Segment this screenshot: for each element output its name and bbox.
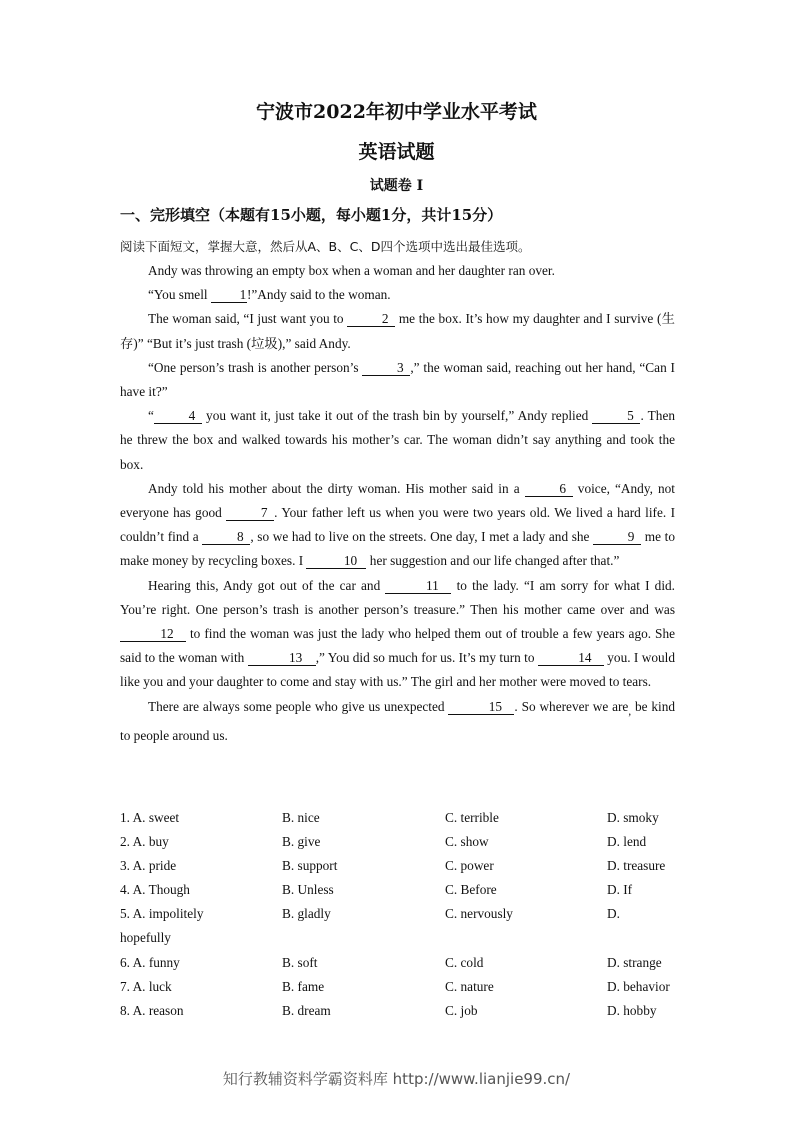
option: C. nervously [445, 906, 513, 922]
option: D. treasure [607, 858, 666, 874]
option: D. strange [607, 954, 662, 970]
option: C. job [445, 1002, 478, 1018]
text: . So wherever we are [514, 698, 629, 714]
text: Hearing this, Andy got out of the car and [148, 577, 386, 593]
exam-title: 宁波市2022年初中学业水平考试 [256, 101, 537, 123]
text: !”Andy said to the woman. [246, 287, 391, 303]
option: C. show [445, 834, 489, 850]
paragraph-6 [120, 477, 675, 574]
option-row-2 [120, 830, 680, 854]
option: B. dream [282, 1002, 331, 1018]
option: C. nature [445, 978, 494, 994]
blank-4: 4 [154, 409, 202, 424]
text: to find the woman was just the lady who helped them out of trouble a few years ago. She said to the woman with [120, 626, 675, 666]
option-row-7 [120, 975, 680, 999]
option: 2. A. buy [120, 834, 169, 850]
option: D. lend [607, 834, 647, 850]
paragraph-3 [120, 307, 675, 355]
option: 1. A. sweet [120, 810, 180, 825]
option: B. support [282, 858, 338, 874]
section-instruction: 阅读下面短文，掌握大意，然后从A、B、C、D四个选项中选出最佳选项。 [120, 239, 531, 254]
blank-15: 15 [448, 700, 514, 715]
blank-3: 3 [362, 361, 410, 376]
option: B. gladly [282, 906, 331, 922]
text: her suggestion and our life changed after that.” [366, 553, 620, 569]
text: voice, “Andy, not everyone has good [120, 480, 675, 521]
option: D. [607, 906, 620, 922]
option-row-4 [120, 878, 680, 902]
option: 5. A. impolitely [120, 906, 204, 922]
option: D. smoky [607, 810, 659, 825]
text: There are always some people who give us unexpected [148, 698, 449, 714]
option: 7. A. luck [120, 978, 172, 994]
text: you want it, just take it out of the trash bin by yourself,” Andy replied [201, 408, 593, 424]
blank-7: 7 [226, 506, 274, 521]
option: B. nice [282, 810, 320, 825]
option: 3. A. pride [120, 858, 177, 874]
text: “ [148, 408, 154, 424]
footer-watermark: 知行教辅资料学霸资料库 http://www.lianjie99.cn/ [222, 1070, 571, 1088]
paragraph-1: Andy was throwing an empty box when a woman and her daughter ran over. [148, 263, 555, 278]
option: C. terrible [445, 810, 499, 825]
section-heading: 一、完形填空（本题有15小题，每小题1分，共计15分） [120, 206, 503, 224]
option: B. give [282, 834, 321, 850]
paragraph-8 [120, 695, 675, 748]
option: 4. A. Though [120, 882, 190, 898]
text: to the lady. “I am sorry for what I did. You’re right. One person’s trash is another person’s treasure.” Then his mother came over and was [120, 577, 675, 617]
blank-2: 2 [347, 312, 395, 327]
paper-label: 试题卷 I [369, 178, 424, 194]
option: B. Unless [282, 882, 334, 898]
option-row-1 [120, 806, 680, 830]
text: . Then he threw the box and walked towards his mother’s car. The woman didn’t say anything and took the box. [120, 408, 676, 472]
text: . Your father left us when you were two years old. We lived a hard life. I couldn’t find a [120, 505, 676, 545]
text: The woman said, “I just want you to [148, 311, 348, 327]
exam-subtitle: 英语试题 [358, 141, 435, 163]
blank-14: 14 [538, 651, 604, 666]
option: C. Before [445, 882, 497, 898]
option: 6. A. funny [120, 954, 180, 970]
option-row-5 [120, 902, 680, 926]
blank-5: 5 [592, 409, 640, 424]
text: “You smell [148, 287, 211, 303]
option: 8. A. reason [120, 1002, 184, 1018]
blank-13: 13 [248, 651, 316, 666]
option: B. fame [282, 978, 325, 994]
option: B. soft [282, 954, 318, 970]
text: Andy told his mother about the dirty woman. His mother said in a [148, 480, 525, 496]
blank-11: 11 [385, 579, 451, 594]
text: ,” the woman said, reaching out her hand, “Can I have it?” [120, 359, 675, 400]
option: C. cold [445, 954, 484, 970]
option-row-5-wrap [120, 926, 680, 950]
text: me the box. It’s how my daughter and I survive (生存)” “But it’s just trash (垃圾),” said Andy. [120, 311, 675, 351]
text: be kind to people around us. [120, 698, 675, 743]
blank-9: 9 [593, 530, 641, 545]
option-row-6 [120, 951, 680, 975]
blank-1: 1 [211, 288, 247, 303]
blank-10: 10 [306, 554, 366, 569]
blank-12: 12 [120, 627, 186, 642]
text: me to make money by recycling boxes. I [120, 529, 675, 569]
option-row-8 [120, 999, 680, 1023]
stray-comma: , [628, 705, 632, 718]
options-table [120, 806, 680, 1023]
text: you. I would like you and your daughter to come and stay with us.” The girl and her mother were moved to tears. [120, 650, 675, 690]
text: ,” You did so much for us. It’s my turn to [315, 650, 538, 666]
paragraph-4 [120, 356, 675, 404]
option: hopefully [120, 930, 171, 946]
blank-6: 6 [525, 482, 573, 497]
option: D. hobby [607, 1002, 657, 1018]
option: D. If [607, 882, 633, 898]
option: D. behavior [607, 978, 670, 994]
option-row-3 [120, 854, 680, 878]
text: “One person’s trash is another person’s [148, 359, 363, 375]
text: , so we had to live on the streets. One day, I met a lady and she [250, 529, 594, 545]
paragraph-5 [120, 404, 675, 477]
paragraph-7 [120, 574, 675, 695]
cloze-passage [120, 259, 675, 748]
option: C. power [445, 858, 494, 874]
paragraph-2 [120, 283, 675, 307]
blank-8: 8 [202, 530, 250, 545]
